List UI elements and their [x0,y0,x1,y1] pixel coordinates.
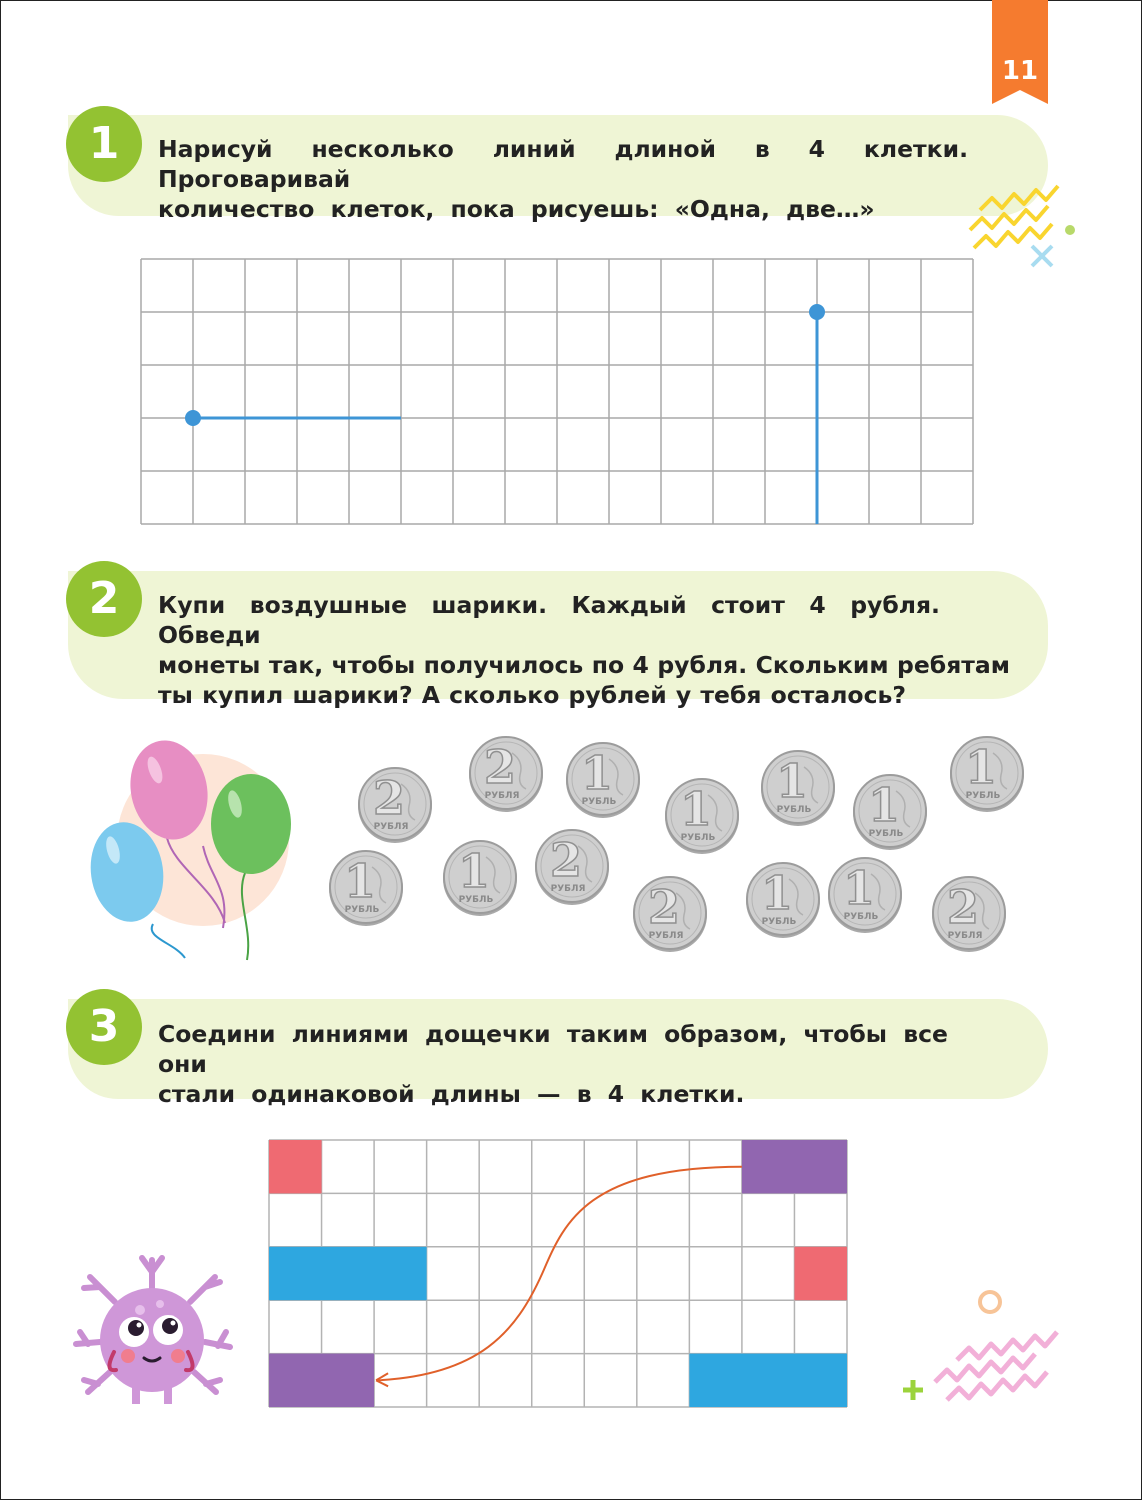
task1-number-badge: 1 [66,106,142,182]
svg-text:1: 1 [775,754,809,808]
task2-line: монеты так, чтобы получилось по 4 рубля. Скольким ребятам [158,651,1010,679]
task3-line: Соедини линиями дощечки таким образом, чтобы все они [158,1020,948,1078]
plank-red-1[interactable] [269,1140,322,1193]
svg-text:РУБЛЯ: РУБЛЯ [550,884,586,894]
task1-line: Нарисуй несколько линий длиной в 4 клетки. Проговаривай [158,135,968,193]
svg-text:РУБЛЬ: РУБЛЬ [843,912,879,922]
svg-text:2: 2 [549,833,583,887]
svg-text:1: 1 [343,854,377,908]
coin-1-rub[interactable] [853,775,927,850]
svg-text:1: 1 [867,778,901,832]
svg-text:2: 2 [647,880,681,934]
plank-purple-2[interactable] [269,1354,374,1407]
svg-text:РУБЛЬ: РУБЛЬ [344,905,380,915]
svg-text:2: 2 [483,740,517,794]
coin-1-rub[interactable] [761,751,835,826]
plank-blue-3[interactable] [689,1354,847,1407]
svg-text:1: 1 [457,844,491,898]
coin-2-rub[interactable] [932,877,1006,952]
svg-text:РУБЛЬ: РУБЛЬ [761,917,797,927]
plank-red-1[interactable] [794,1247,847,1300]
pink-zigzag-decoration [895,1282,1070,1412]
svg-text:1: 1 [580,746,614,800]
svg-text:РУБЛЬ: РУБЛЬ [680,833,716,843]
plank-blue-3[interactable] [269,1247,427,1300]
task3-instruction [158,1019,948,1109]
task3-grid[interactable] [269,1140,847,1407]
svg-text:РУБЛЬ: РУБЛЬ [868,829,904,839]
svg-text:РУБЛЬ: РУБЛЬ [458,895,494,905]
task3-number-badge: 3 [66,989,142,1065]
svg-text:2: 2 [372,771,406,825]
svg-text:РУБЛЯ: РУБЛЯ [484,791,520,801]
plank-purple-2[interactable] [742,1140,847,1193]
coin-1-rub[interactable] [329,851,403,926]
coin-2-rub[interactable] [469,737,543,812]
task2-line: ты купил шарики? А сколько рублей у тебя осталось? [158,681,906,709]
svg-text:1: 1 [760,866,794,920]
svg-text:РУБЛЯ: РУБЛЯ [373,822,409,832]
svg-text:1: 1 [842,861,876,915]
purple-monster-character [70,1252,235,1412]
coin-1-rub[interactable] [443,841,517,916]
task3-line: стали одинаковой длины — в 4 клетки. [158,1080,745,1108]
svg-text:РУБЛЬ: РУБЛЬ [776,805,812,815]
svg-text:РУБЛЯ: РУБЛЯ [648,931,684,941]
coin-2-rub[interactable] [633,877,707,952]
coin-1-rub[interactable] [746,863,820,938]
svg-text:1: 1 [679,782,713,836]
svg-text:1: 1 [964,740,998,794]
coin-2-rub[interactable] [535,830,609,905]
svg-text:РУБЛЯ: РУБЛЯ [947,931,983,941]
coin-1-rub[interactable] [566,743,640,818]
svg-text:РУБЛЬ: РУБЛЬ [581,797,617,807]
task2-number-badge: 2 [66,561,142,637]
task2-line: Купи воздушные шарики. Каждый стоит 4 рубля. Обведи [158,591,940,649]
svg-text:2: 2 [946,880,980,934]
svg-text:РУБЛЬ: РУБЛЬ [965,791,1001,801]
coin-1-rub[interactable] [665,779,739,854]
page-number: 11 [1001,56,1039,86]
coin-1-rub[interactable] [950,737,1024,812]
task1-line: количество клеток, пока рисуешь: «Одна, две…» [158,195,875,223]
coin-1-rub[interactable] [828,858,902,933]
coin-2-rub[interactable] [358,768,432,843]
